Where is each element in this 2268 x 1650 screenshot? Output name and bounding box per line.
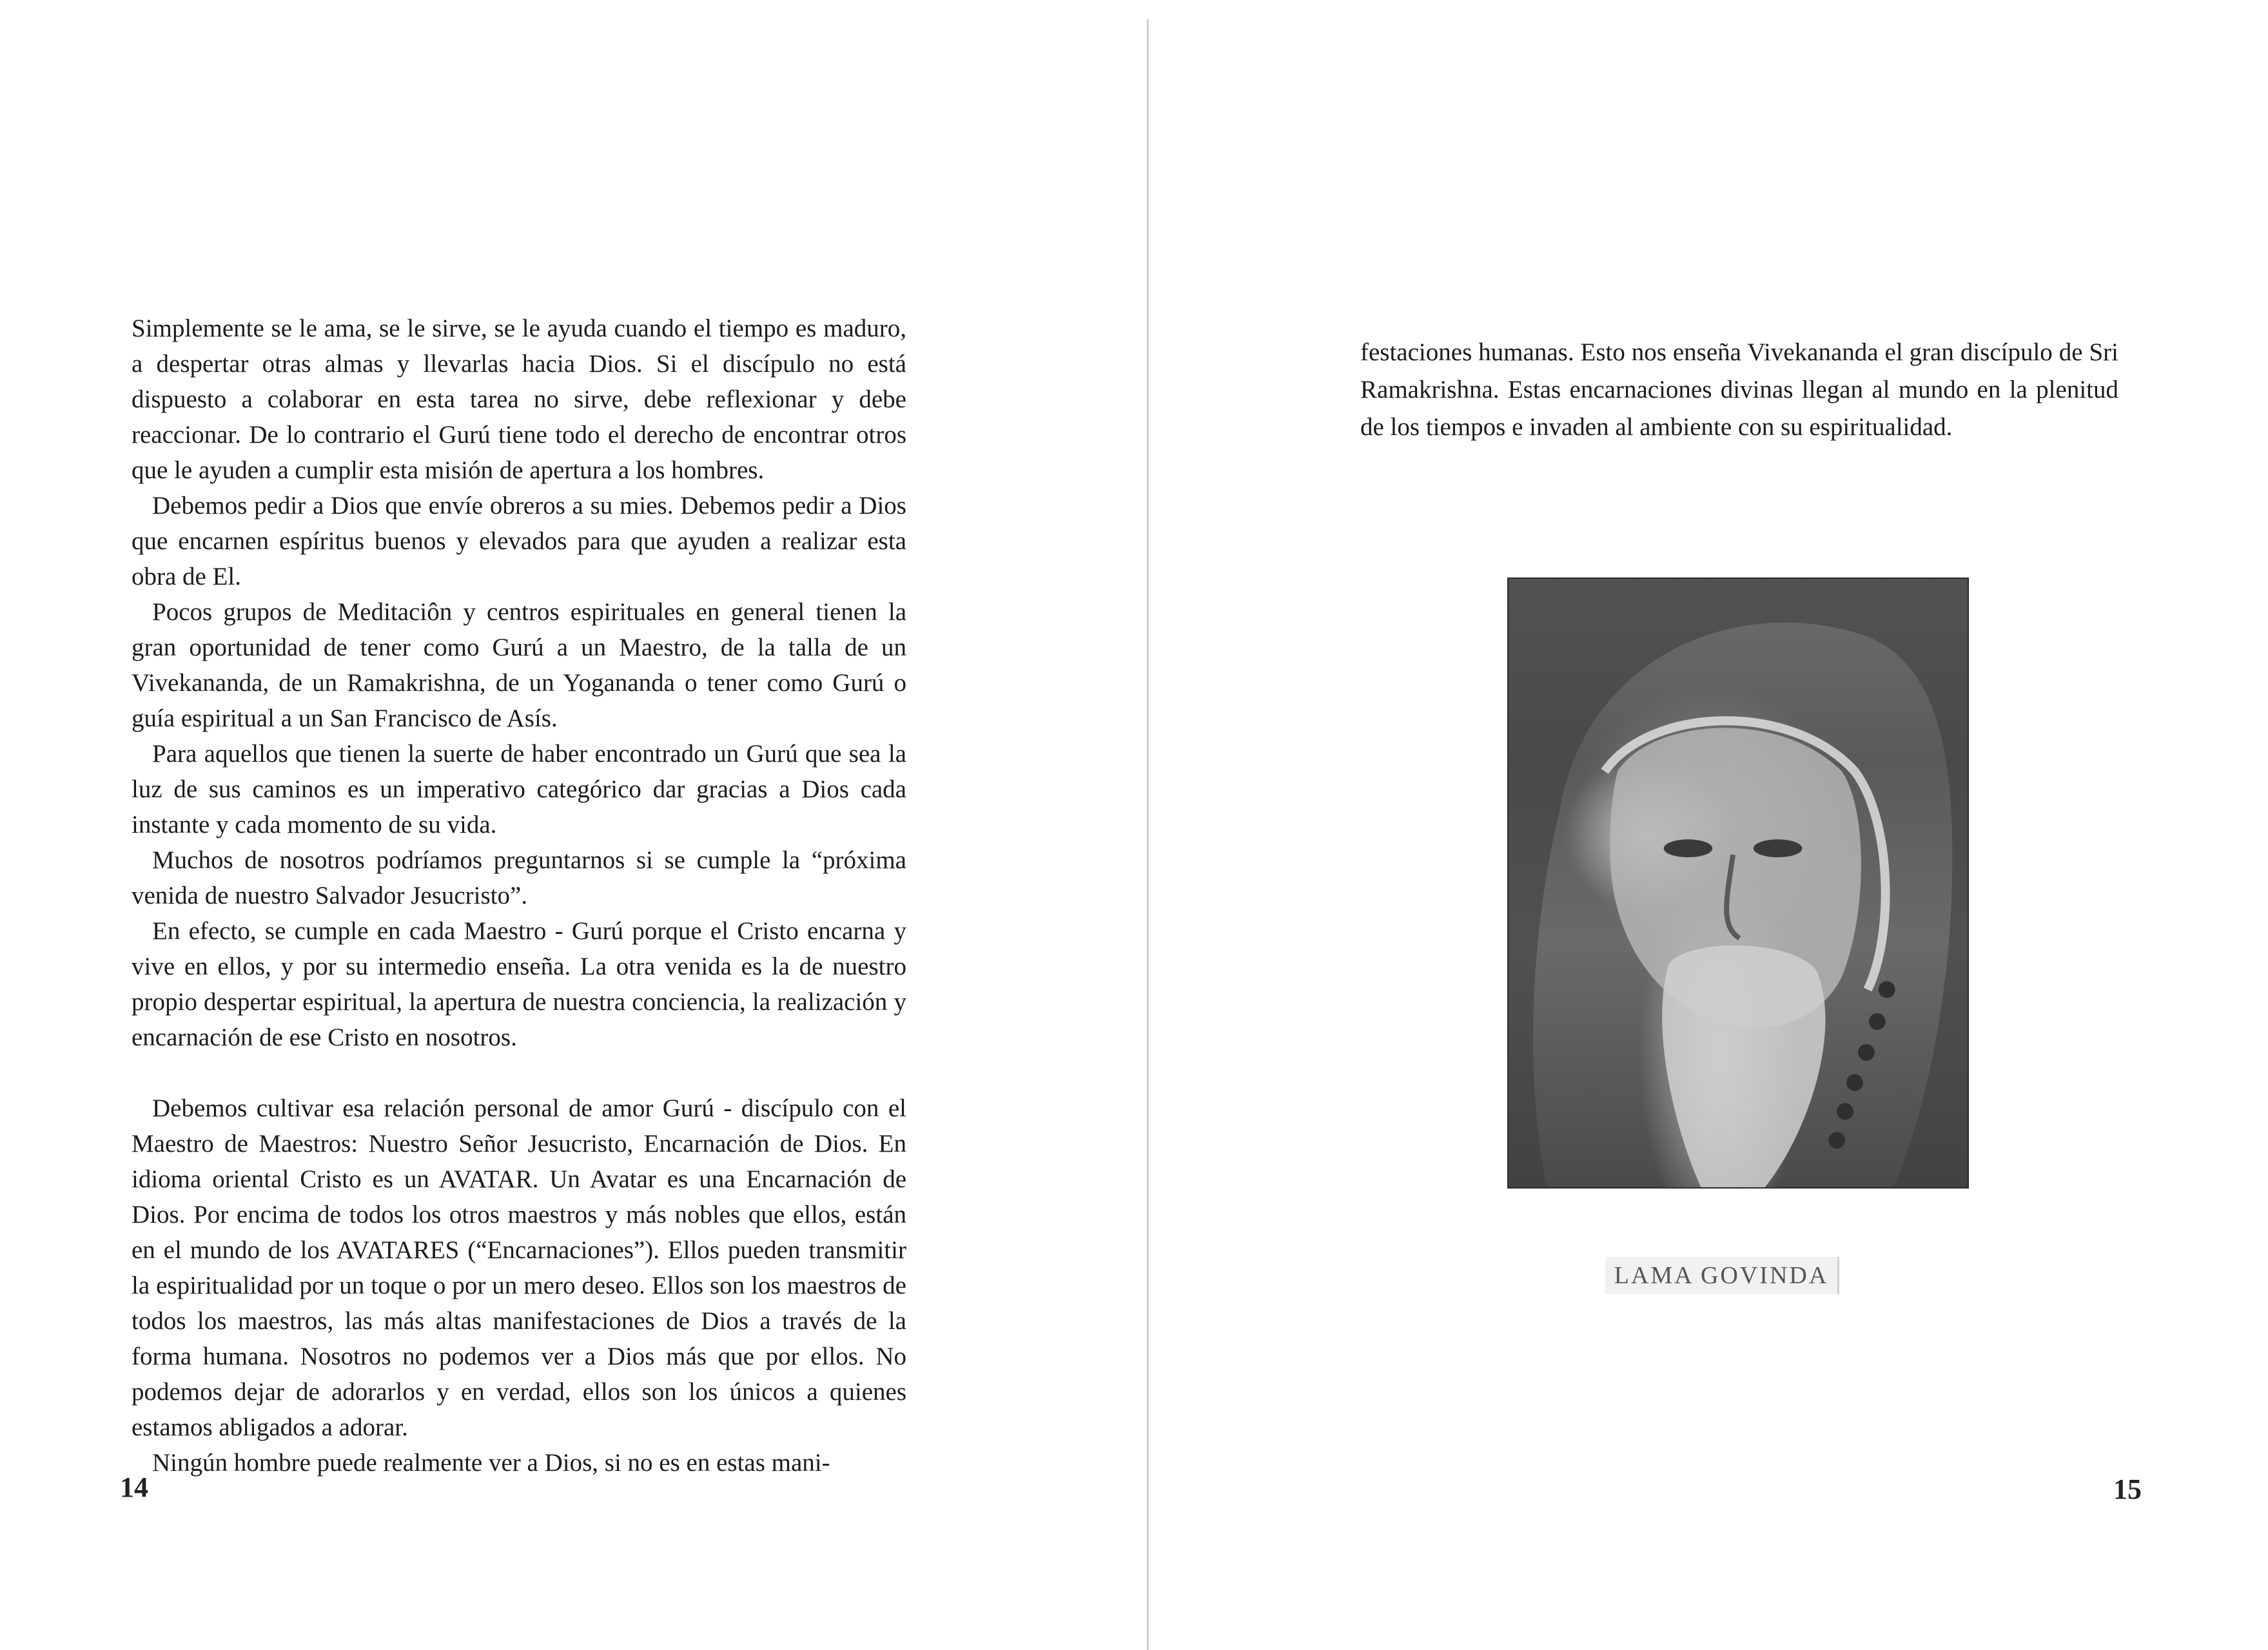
paragraph: Ningún hombre puede realmente ver a Dios, si no es en estas mani- — [152, 1449, 830, 1477]
right-page-body — [1360, 334, 2118, 446]
paragraph: Debemos pedir a Dios que envíe obreros a su mies. Debemos pedir a Dios que encarnen espíritus buenos y elevados para que ayuden a realizar esta obra de El. — [132, 492, 906, 590]
paragraph: Pocos grupos de Meditaciôn y centros espirituales en general tienen la gran oportunidad de tener como Gurú a un Maestro, de la talla de un Vivekananda, de un Ramakrishna, de un Yogananda o tener como Gurú o guía espiritual a un San Francisco de Asís. — [132, 598, 906, 732]
paragraph: Simplemente se le ama, se le sirve, se le ayuda cuando el tiempo es maduro, a despertar otras almas y llevarlas hacia Dios. Si el discípulo no está dispuesto a colaborar en esta tarea no sirve, debe reflexionar y debe reaccionar. De lo contrario el Gurú tiene todo el derecho de encontrar otros que le ayuden a cumplir esta misión de apertura a los hombres. — [132, 315, 906, 484]
page-number-right: 15 — [2113, 1473, 2142, 1505]
portrait-illustration — [1509, 579, 1968, 1187]
paragraph: En efecto, se cumple en cada Maestro - Gurú porque el Cristo encarna y vive en ellos, y por su intermedio enseña. La otra venida es la de nuestro propio despertar espiritual, la apertura de nuestra conciencia, la realización y encarnación de ese Cristo en nosotros. — [132, 917, 906, 1051]
photo-caption — [1605, 1257, 1839, 1294]
portrait-photo — [1507, 578, 1969, 1189]
page-number-left: 14 — [120, 1471, 148, 1503]
paragraph: festaciones humanas. Esto nos enseña Vivekananda el gran discípulo de Sri Ramakrishna. Estas encarnaciones divinas llegan al mundo en la plenitud de los tiempos e invaden al ambiente con su espiritualidad. — [1360, 338, 2118, 441]
left-page-body — [132, 311, 906, 1480]
caption-text: LAMA GOVINDA — [1614, 1262, 1829, 1289]
paragraph: Muchos de nosotros podríamos preguntarnos si se cumple la “próxima venida de nuestro Salvador Jesucristo”. — [132, 846, 906, 909]
paragraph: Para aquellos que tienen la suerte de haber encontrado un Gurú que sea la luz de sus caminos es un imperativo categórico dar gracias a Dios cada instante y cada momento de su vida. — [132, 740, 906, 839]
paragraph: Debemos cultivar esa relación personal de amor Gurú - discípulo con el Maestro de Maestros: Nuestro Señor Jesucristo, Encarnación de Dios. En idioma oriental Cristo es un AVATAR. Un Avatar es una Encarnación de Dios. Por encima de todos los otros maestros y más nobles que ellos, están en el mundo de los AVATARES (“Encarnaciones”). Ellos pueden transmitir la espiritualidad por un toque o por un mero deseo. Ellos son los maestros de todos los maestros, las más altas manifestaciones de Dios a través de la forma humana. Nosotros no podemos ver a Dios más que por ellos. No podemos dejar de adorarlos y en verdad, ellos son los únicos a quienes estamos abligados a adorar. — [132, 1094, 906, 1441]
